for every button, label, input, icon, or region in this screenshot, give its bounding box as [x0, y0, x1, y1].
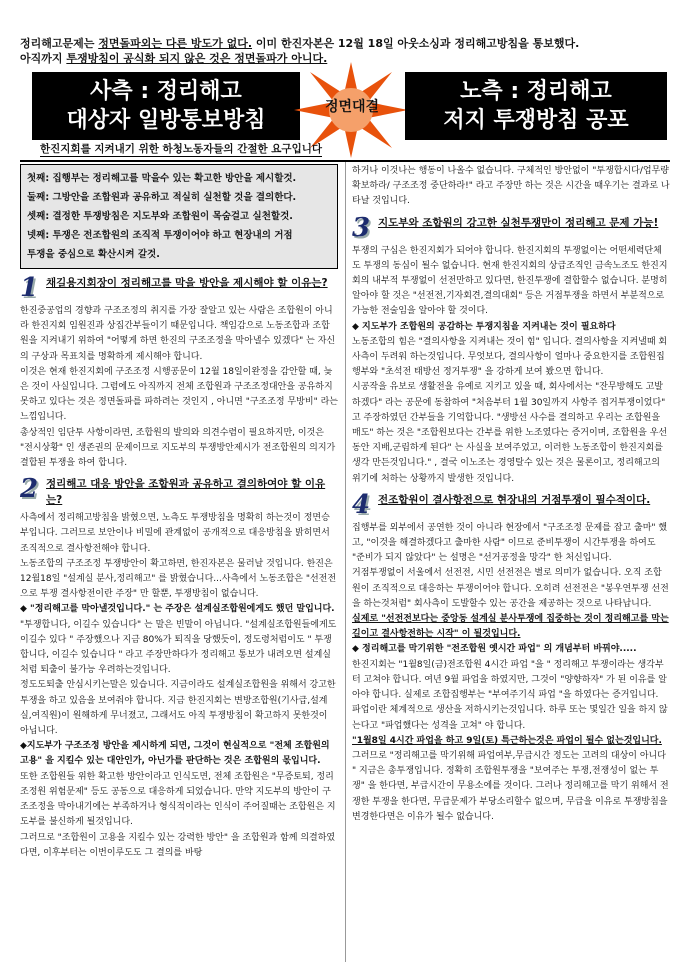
demand-item: 투쟁을 중심으로 확산시켜 갈것. — [27, 249, 160, 260]
section-4-heading — [352, 489, 670, 520]
paragraph: 사측에서 정리해고방침을 밝혔으면, 노측도 투쟁방침을 명확히 하는것이 정면승부입니다. 그러므로 보안이나 비밀에 관계없이 공개적으로 대응방침을 밝히면서 조직적으로 결사항전해야 합니다. — [20, 513, 330, 554]
paragraph: "투쟁합니다, 이길수 있습니다" 는 말은 빈말이 아닙니다. "설계실조합원들에게도 이길수 있다 " 주장했으나 지금 80%가 퇴직을 당했듯이, 정도령처럼이도 " 투쟁합니다, 이길수 있습니다 " 라고 주장만하다가 정리해고 통보가 내려오면 설계실처럼 퇴출이 불가능 우려하는것입니다. — [20, 619, 337, 676]
demand-item: 둘째: 그방안을 조합원과 공유하고 적실히 실천할 것을 결의한다. — [27, 192, 297, 203]
paragraph: 또한 조합원들 위한 확고한 방안이라고 인식도면, 전체 조합원은 "무증토퇴, 정리조정원 위험문제" 등도 공동으로 대응하게 되었습니다. 만약 지도부의 방안이 구조조정을 막아내기에는 부족하거나 형식적이라는 인식이 주어질때는 조합원은 지도부를 불신하게 될것입니다. — [20, 771, 336, 828]
column-divider — [345, 162, 346, 962]
section-title: 채길용지회장이 정리해고를 막을 방안을 제시해야 할 이유는? — [46, 277, 328, 289]
demand-item: 첫째: 집행부는 정리해고를 막을수 있는 확고한 방안을 제시할것. — [27, 173, 297, 184]
paragraph: 노동조합의 힘은 "결의사항을 지켜내는 것이 힘" 입니다. 결의사항을 지켜낼때 회사측이 두려워 하는것입니다. 무엇보다, 결의사항이 얼마나 중요한지를 조합원집행부와 "초석전 태방선 정거투쟁" 을 강하게 보여 봤으면 합니다. — [352, 336, 668, 378]
paragraph: 그러므로 "정리해고를 막기위해 파업여부,무급시간 정도는 고려의 대상이 아니다 " 지금은 총투쟁입니다. 정확히 조합원투쟁을 "보여주는 투쟁,전쟁성이 없는 투쟁" 을 한다면, 부급시간이 무용소에를 것이다. 그러나 정리해고를 막기 위해서 전쟁한 투쟁을 한다면, 무급문제가 부당소리할수 없으며, 무급을 이유로 투쟁방침을 변경한다면은 이유가 될수 없습니다. — [352, 750, 669, 822]
paragraph: 투쟁의 구심은 한진지회가 되어야 합니다. 한진지회의 투쟁없이는 어떤세력단체도 투쟁의 동심이 될수 없습니다. 현재 한진지회의 상급조직인 금속노조도 한진지회의 내부적 투쟁없이 선전만하고 있다면, 한진투쟁에 결합할수 없습니다. 분명히 알아야 할 것은 "선전전,기자회견,결의대회" 등은 거점투쟁을 하면서 부분적으로 가능한 전술임을 알아야 할 것이다. — [352, 245, 668, 317]
section-2-heading — [20, 476, 338, 508]
stamp-text: 정면대결 — [324, 99, 380, 115]
demand-item: 넷째: 투쟁은 전조합원의 조직적 투쟁이어야 하고 현장내의 거점 — [27, 230, 293, 241]
paragraph: 파업이란 체계적으로 생산을 저하시키는것입니다. 하루 또는 몇일간 일을 하지 않는다고 "파업했다는 성격을 고쳐" 야 합니다. — [352, 705, 668, 731]
paragraph: 시공작을 유보로 생활전을 유예로 지키고 있을 때, 회사에서는 "잔무방해도 고발하겠다" 라는 공문에 동참하여 "처음부터 1월 30일까지 사항주 접거투쟁이었다" 고 주장하였던 간부들을 기억합니다. "생방선 사수를 결의하고 우리는 조합원을 매도" 하는 것은 "조합원보다는 간부를 위한 노조였다는 증거이며, 조합원을 우선 동안 지배,군림하게 된다" 는 사실을 보여주었고, 이러한 노동조합이 한진지회를 생각 만든것입니다." , 결국 이노조는 경영탈수 있는 것은 물론이고, 정리해고의 위기에 처하는 상황까지 발생한 것입니다. — [352, 382, 668, 484]
paragraph-bold: ◆ "정리해고를 막아낼것입니다." 는 주장은 설계실조합원에게도 했던 말입니다. — [20, 604, 335, 615]
paragraph: 이것은 현재 한진지회에 구조조정 시행공문이 12월 18일이완정을 감안할 때, 늦은 것이 사실입니다. 그럼에도 아직까지 전체 조합원과 구조조정대안을 공유하지 못하고 있다는 것은 정면돌파를 파하려는 것인지 , 아니면 "구조조정 무방비" 라는 느낌입니다. — [20, 366, 338, 423]
paragraph: 정도도퇴출 안심시키는말은 있습니다. 지금이라도 설계실조합원을 위해서 강고한 투쟁을 하고 있음을 보여줘야 합니다. 지금 한진지회는 변방조합원(기사급,설계실,여직원)이 원해하게 무너졌고, 그래서도 아직 투쟁방침이 확고하지 못한것이 아닙니다. — [20, 680, 336, 737]
paragraph-bold: 실제로 "선전전보다는 중앙동 설계실 분사투쟁에 집중하는 것이 정리해고를 막는길이고 결사항전하는 시작" 이 될것입니다. — [352, 614, 669, 640]
section-number-icon: 3 — [352, 212, 371, 243]
section-number-icon: 2 — [20, 474, 39, 505]
section-1-heading — [20, 275, 338, 301]
paragraph: 노동조합의 구조조정 투쟁방안이 확고하면, 한진자본은 물러날 것입니다. 한진은 12월18일 "설계실 분사,정리해고" 를 밝혔습니다...사측에서 노동조합은 "선전전으로 투쟁 결사항전이란 주장" 만 할뿐, 투쟁방침이 없습니다. — [20, 558, 337, 600]
left-column — [20, 164, 338, 964]
section-3-heading — [352, 212, 670, 243]
section-title: 지도부와 조합원의 강고한 실천투쟁만이 정리해고 문제 가능! — [378, 216, 659, 229]
paragraph: 한진지회는 "1월8일(금)전조합원 4시간 파업 "을 " 정리해고 투쟁이라는 생각부터 고쳐야 합니다. 여년 9월 파업을 하였지만, 그것이 "양향하자" 가 된 이유를 알아야 합니다. 실제로 조합집행부는 "부여주기식 파업 "을 하였다는 증거입니다. — [352, 659, 667, 701]
section-title: 정리해고 대응 방안을 조합원과 공유하고 결의하여야 할 이유는? — [46, 478, 326, 507]
paragraph: 하거나 이것나는 행동이 나올수 없습니다. 구체적인 방안없이 "투쟁합시다/업무량 확보하라/ 구조조정 중단하라!" 라고 주장만 하는 것은 시간을 때우기는 결과로 나타날 것입니다. — [352, 166, 670, 207]
demand-item: 셋째: 결정한 투쟁방침은 지도부와 조합원이 목숨걸고 실천할것. — [27, 211, 293, 222]
paragraph: 집행부를 외부에서 공연한 것이 아니라 현장에서 "구조조정 문제를 잡고 출마" 했고, "이것을 해결하겠다고 출마한 사람" 이므로 준비투쟁이 시간투쟁을 하여도 "준비가 되지 않았다" 는 설명은 "선거공정을 망각" 한 처신입니다. — [352, 522, 668, 564]
paragraph: 총상적인 임단투 사항이라면, 조합원의 발의와 의견수렴이 필요하지만, 이것은 "전시상황" 인 생존권의 문제이므로 지도부의 투쟁방안제시가 전조합원의 의지가 결합된 투쟁을 하여 합니다. — [20, 427, 336, 469]
banner-union: 노측 : 정리해고 저지 투쟁방침 공포 — [405, 72, 667, 140]
section-number-icon: 4 — [352, 489, 371, 520]
banner-company: 사측 : 정리해고 대상자 일방통보방침 — [32, 72, 300, 140]
paragraph-bold: "1월8일 4시간 파업을 하고 9일(토) 특근하는것은 파업이 될수 없는것입니다. — [352, 735, 662, 746]
section-number-icon: 1 — [20, 273, 39, 303]
subtitle: 한진지회를 지켜내기 위한 하청노동자들의 간절한 요구입니다 — [40, 143, 322, 155]
right-column — [352, 164, 670, 964]
paragraph-bold: ◆ 지도부가 조합원의 공감하는 투쟁지침을 지켜내는 것이 필요하다 — [352, 321, 616, 332]
paragraph-bold: ◆지도부가 구조조정 방안을 제시하게 되면, 그것이 현실적으로 "전체 조합원의 고용" 을 지킬수 있는 대안인가, 아닌가를 판단하는 것은 조합원의 몫입니다. — [20, 741, 330, 767]
paragraph: 거점투쟁없이 서울에서 선전전, 시민 선전전은 별로 의미가 없습니다. 오직 조합원이 조직적으로 대응하는 투쟁이어야 합니다. 오히려 선전전은 "봉우연투쟁 선전을 하는것처럼" 회사측이 도발할수 있는 공간을 제공하는 것으로 나타납니다. — [352, 568, 669, 609]
section-title: 전조합원이 결사항전으로 현장내의 거점투쟁이 필수적이다. — [378, 493, 651, 506]
intro-text: 정리해고문제는 정면돌파외는 다른 방도가 없다. 이미 한진자본은 12월 18일 아웃소싱과 정리해고방침을 통보했다. 아직까지 투쟁방침이 공식화 되지 않은 것은 정면돌파가 아니다. — [20, 37, 580, 65]
demands-box — [20, 164, 338, 269]
paragraph: 그러므로 "조합원이 고용을 지킬수 있는 강력한 방안" 을 조합원과 함께 의결하였다면, 이후부터는 이번이루도도 그 결의를 바탕 — [20, 832, 336, 858]
paragraph-bold: ◆ 정리해고를 막기위한 "전조합원 옛시간 파업" 의 개념부터 바꿔야..... — [352, 644, 637, 655]
paragraph: 한진중공업의 경향과 구조조정의 취지를 가장 잘알고 있는 사람은 조합원이 아니라 한진지회 임원진과 상집간부들이기 때문입니다. 책임감으로 노동조합과 조합원을 지켜내기 위하여 "어떻게 하면 한진의 구조조정을 막아낼수 있겠다" 는 자신의 구상과 목표치를 명확하게 제시해야 합니다. — [20, 306, 336, 362]
